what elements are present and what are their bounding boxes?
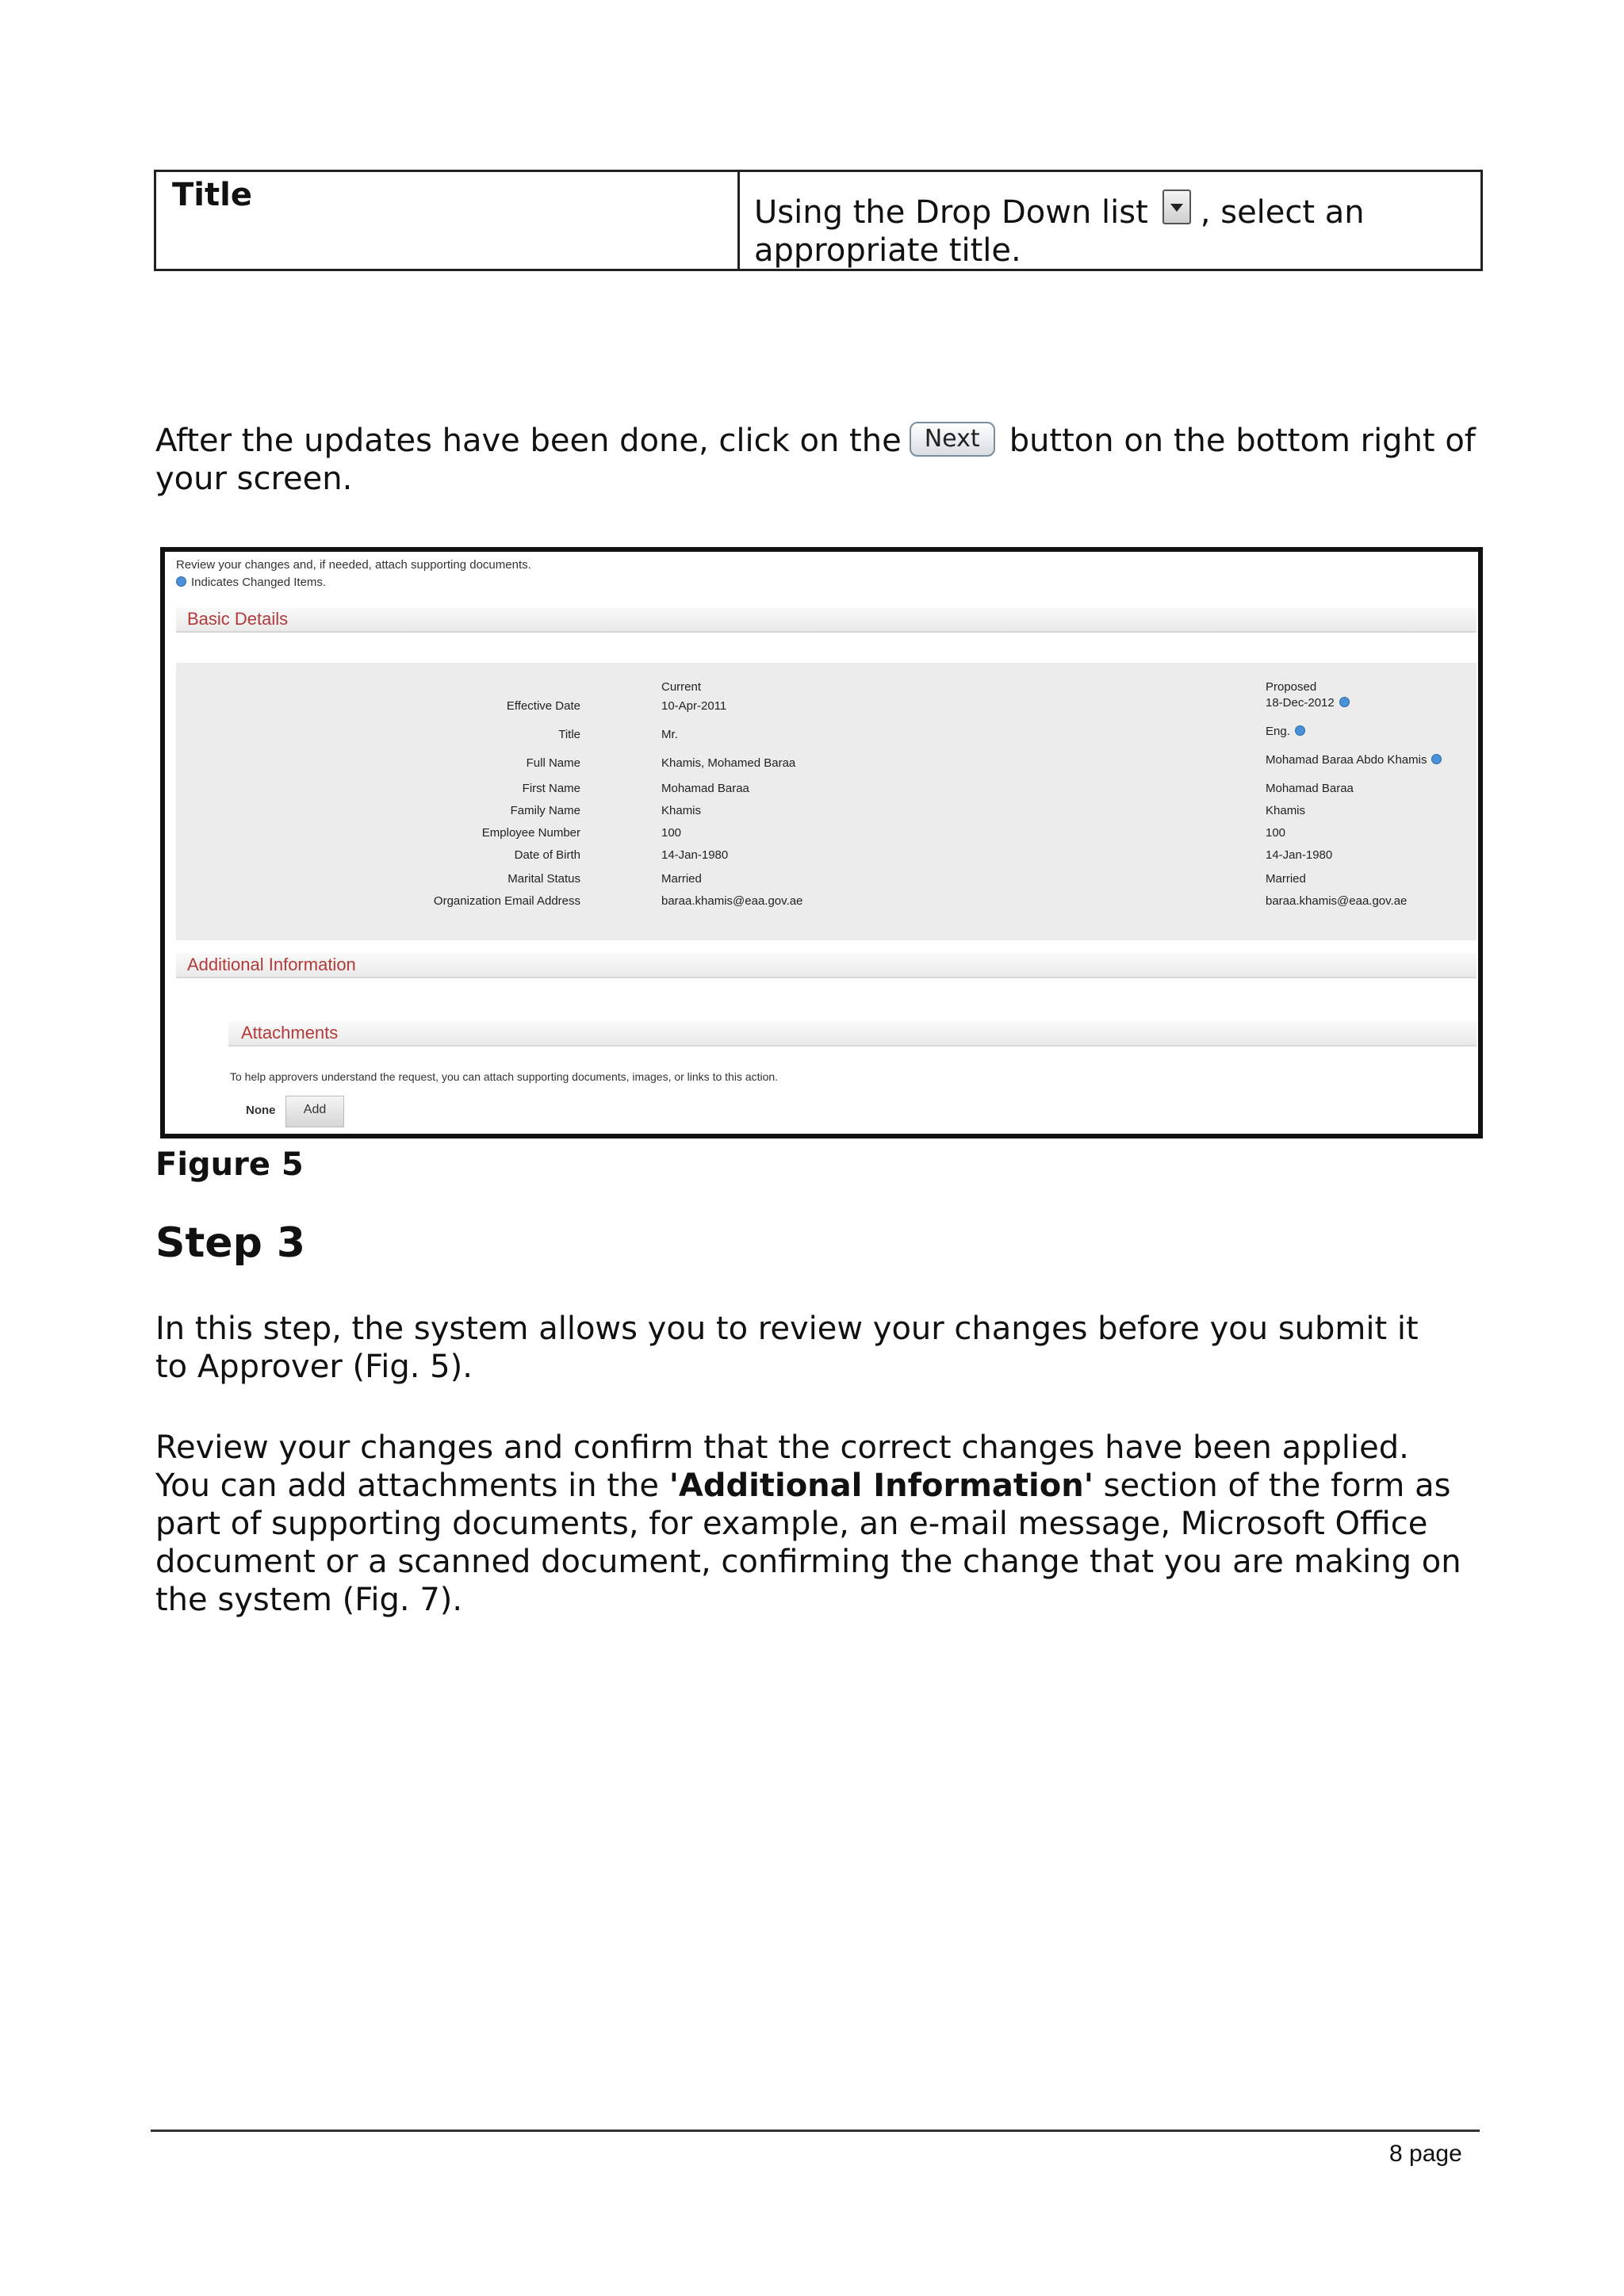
changed-indicator-icon [176,576,186,587]
step-paragraph-1: In this step, the system allows you to review your changes before you submit it to Approver (Fig. 5). [155,1311,1419,1385]
col-current-header: Current [661,680,702,694]
detail-label: Effective Date [506,699,580,713]
page-number: 8 page [1389,2141,1462,2167]
detail-current-value: Married [661,872,702,886]
detail-proposed-value: baraa.khamis@eaa.gov.ae [1266,894,1408,908]
detail-proposed-value: Mohamad Baraa [1266,782,1354,795]
footer-divider [151,2130,1480,2132]
next-instruction: After the updates have been done, click on the Next button on the bottom right of your screen. [155,423,1476,497]
basic-details-header[interactable]: Basic Details [187,609,289,629]
table-text-after: , select an appropriate title. [754,194,1365,269]
changed-indicator-icon [1339,697,1350,707]
dropdown-arrow-icon [1162,189,1191,224]
detail-label: First Name [522,782,580,795]
detail-label: Date of Birth [514,848,580,862]
indicates-changed: Indicates Changed Items. [176,576,326,589]
detail-label: Full Name [526,756,580,770]
next-button[interactable]: Next [910,422,995,457]
review-screenshot [160,547,1483,1138]
detail-proposed-value: Khamis [1266,804,1306,817]
attachments-none: None [246,1104,276,1117]
detail-proposed-value: Eng. [1266,725,1305,738]
col-proposed-header: Proposed [1266,680,1317,694]
detail-proposed-value: 14-Jan-1980 [1266,848,1333,862]
detail-current-value: baraa.khamis@eaa.gov.ae [661,894,803,908]
table-text-before: Using the Drop Down list [754,194,1148,231]
table-description-cell [740,172,1480,269]
step-title: Step 3 [155,1219,306,1267]
additional-information-header[interactable]: Additional Information [187,955,356,974]
title-instruction-table [154,170,1483,271]
detail-label: Employee Number [481,826,580,840]
detail-current-value: Khamis, Mohamed Baraa [661,756,796,770]
detail-label: Family Name [510,804,580,817]
detail-label: Title [558,728,580,741]
attachments-help-text: To help approvers understand the request, you can attach supporting documents, images, or links to this action. [230,1070,779,1083]
step-paragraph-2: Review your changes and confirm that the correct changes have been applied. You can add attachments in the 'Additional Information' section of the form as part of supporting documents, for example, an e-mail message, Microsoft Office document or a scanned document, confirming the change that you are making on the system (Fig. 7). [155,1429,1461,1618]
figure-caption: Figure 5 [155,1146,304,1183]
changed-indicator-icon [1431,754,1442,764]
attachments-header[interactable]: Attachments [241,1023,339,1043]
table-label: Title [172,177,252,213]
additional-information-emphasis: 'Additional Information' [668,1468,1094,1504]
detail-proposed-value: Married [1266,872,1306,886]
detail-proposed-value: Mohamad Baraa Abdo Khamis [1266,753,1442,767]
changed-indicator-icon [1295,725,1305,736]
detail-current-value: 10-Apr-2011 [661,699,727,713]
detail-label: Marital Status [508,872,580,886]
detail-current-value: 100 [661,826,682,840]
detail-proposed-value: 100 [1266,826,1286,840]
add-attachment-button[interactable]: Add [285,1096,344,1127]
detail-current-value: 14-Jan-1980 [661,848,729,862]
detail-current-value: Mr. [661,728,678,741]
detail-proposed-value: 18-Dec-2012 [1266,696,1350,710]
table-label-cell [156,172,740,269]
detail-current-value: Khamis [661,804,702,817]
review-text: Review your changes and, if needed, attach supporting documents. [176,558,531,572]
detail-label: Organization Email Address [433,894,580,908]
detail-current-value: Mohamad Baraa [661,782,749,795]
